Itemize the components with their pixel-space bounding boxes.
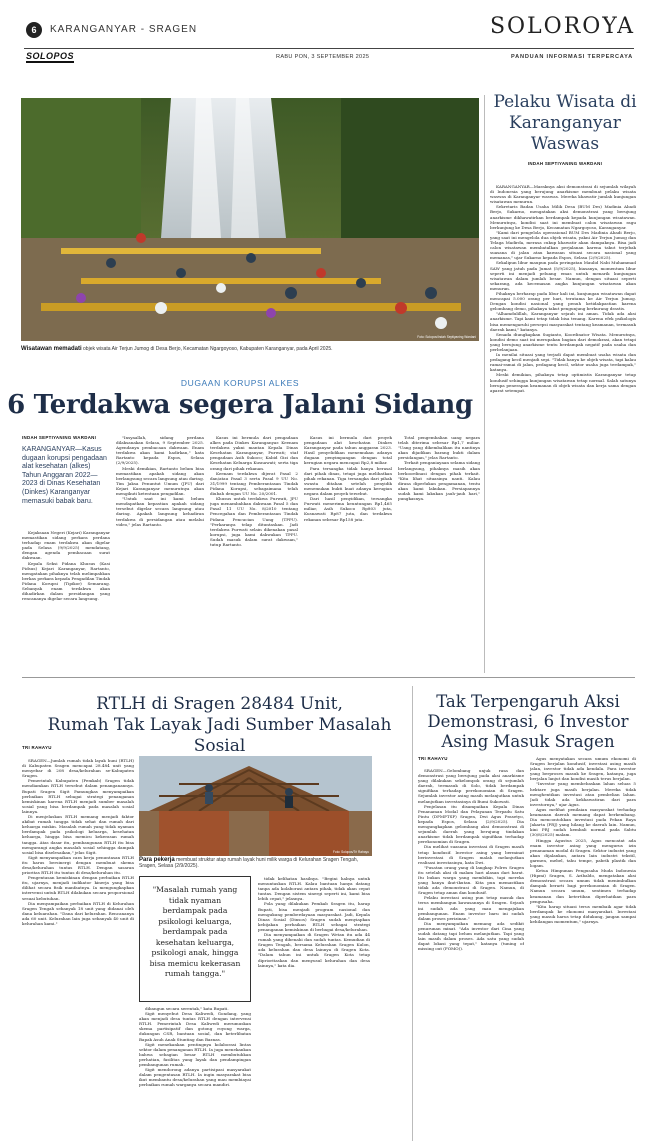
waswas-p8: Ia menilai situasi yang terjadi dapat membuat usaha wisata dan pedagang kecil menjadi sepi. "Tidak hanya ke objek wisata, tapi kalau ramai-ramai di jalan, pedagang kecil, sektor usaha juga terdampak," katanya. bbox=[490, 352, 636, 373]
sidang-col4 bbox=[304, 435, 392, 670]
waterfall-caption-lead: Wisatawan memadati bbox=[21, 346, 82, 352]
rtlh-photo bbox=[139, 756, 372, 856]
sidang-col2 bbox=[116, 435, 204, 670]
waswas-p3: "Kami dari pengelola operasional BUM Des Madinia Abadi Berjo, yang saat ini mengelola dua objek wisata, yakni Air Terjun Jumog dan Telaga Madirda, merasa cukup khawatir akan dampaknya. Bisa jadi calon wisatawan membatalkan perjalanan karena takut terjebak suasana di jalan atau kawasan situasi secara nasional yang memanas," ujar Sukarno kepada Espos, Selasa (2/9/2025). bbox=[490, 229, 636, 261]
sidang-col5 bbox=[398, 435, 480, 670]
rtlh-p8: Sigit menyebut Desa Kaliwedi, Gondang, yang akan menjadi desa tuntas RTLH dengan intervensi RTLH. Pemerintah Desa Kaliwedi merumuskan skema partisipatif dan gotong royong warga, dukungan CSR, bantuan sosial, dan keterlibatan Bapak Asuh Anak Stunting dan Baznas. bbox=[139, 1011, 251, 1042]
waswas-title: Pelaku Wisata di Karanganyar Waswas bbox=[493, 92, 637, 154]
rtlh-p11: tidak kelihatan hasilnya. "Begini halnya untuk menuntaskan RTLH. Kalau bantuan hanya datang tanpa ada kolaborasi antara pihak, tidak akan cepat tuntas. Dengan sistem sinergi seperti ini, kami bisa lebih cepat," jelasnya. bbox=[258, 876, 370, 902]
waterfall-caption-text: objek wisata Air Terjun Jumog di Desa Berjo, Kecamatan Ngargoyoso, Kabupaten Karanganyar, pada April 2025. bbox=[81, 346, 333, 352]
brand-title: SOLOROYA bbox=[489, 14, 635, 39]
rtlh-title-line2: Rumah Tak Layak Jadi Sumber Masalah Sosial bbox=[47, 715, 392, 756]
rtlh-byline: TRI RAHAYU bbox=[22, 745, 52, 750]
rtlh-caption-text: membuat struktur atap rumah layak huni milik warga di Kelurahan Sragen Tengah, Sragen, Selasa (2/9/2025). bbox=[139, 857, 359, 869]
investor-col2 bbox=[530, 756, 636, 1140]
divider-mid bbox=[22, 677, 635, 678]
construction-illustration bbox=[139, 756, 372, 856]
investor-p12: "Kita harap situasi terus membaik agar tidak berdampak ke ekonomi masyarakat. Investasi yang masuk harus tetap didukung, jangan sampai kehilangan momentum," ujarnya. bbox=[530, 903, 636, 924]
divider-bottom-column bbox=[412, 686, 413, 1141]
sidang-lead: KARANGANYAR—Kasus dugaan korupsi pengadaan alat kesehatan (alkes) Tahun Anggaran 2022—2023 di Dinas Kesehatan (Dinkes) Karanganyar memasuki babak baru. bbox=[22, 446, 107, 505]
sidang-p7: Keenam terdakwa dijerat Pasal 2 dan/atau Pasal 3 serta Pasal 9 UU No. 31/1999 tentang Pemberantasan Tindak Pidana Korupsi, sebagaimana telah diubah dengan UU No. 20/2001. bbox=[210, 470, 298, 497]
rtlh-caption-lead: Para pekerja bbox=[139, 857, 175, 863]
rtlh-caption bbox=[139, 857, 372, 869]
investor-byline: TRI RAHAYU bbox=[418, 756, 448, 761]
sidang-col3 bbox=[210, 435, 298, 670]
investor-p4: "Pusatan orang yang di langkap Polres Sragen itu setelah aksi di malam hari alasan dari barat. Itu bukan warga yang membikin, tapi mereka yang hanya ikut-ikutan. Kita pun memastikan tidak ada demonstrasi di Sragen. Namun, di Sragen tetap aman dan kondusif. bbox=[418, 864, 524, 896]
waswas-body bbox=[490, 184, 636, 669]
rtlh-p4: Sigit menyampaikan cara kerja penuntasan RTLH itu harus bersinergi dengan membuat skema desa/kelurahan tuntas RTLH. Dengan sasaran prioritas RTLH itu tuntas di desa/kelurahan itu. bbox=[22, 854, 134, 876]
sidang-byline: INDAH SEPTIYANING WARDANI bbox=[22, 435, 97, 440]
waswas-title-block bbox=[490, 92, 640, 166]
rtlh-p13: Dia menyampaikan di Sragen Wetan itu ada 44 rumah yang dibenahi dan sudah tuntas. Kemudian di Sragen Tengah, bersama Kelurahan Sragen Kulon, ada kelurahan dan desa lainnya di Sragen Kota. "Dalam tahun ini untuk Sragen Kota tetap diprioritaskan dan menyusul kelurahan dan desa lainnya," kata dia. bbox=[258, 932, 370, 968]
tagline: PANDUAN INFORMASI TERPERCAYA bbox=[511, 54, 633, 60]
investor-p10: Hingga Agustus 2025, Agus mencatat ada enam investor asing yang mengurus izin penanaman modal di Sragen. Sektor industri yang akan dijalankan, antara lain industri tekstil, garmen, mebel, tahu tempe, pabrik plastik dan logam. bbox=[530, 837, 636, 868]
investor-title: Tak Terpengaruh Aksi Demonstrasi, 6 Investor Asing Masuk Sragen bbox=[427, 692, 629, 751]
rtlh-p7: dibangun secara serentak," kata Bupati. bbox=[145, 1006, 229, 1011]
rtlh-p9: Sigit menekankan pentingnya kolaborasi lintas sektor dalam penanganan RTLH. Ia juga menekankan bahwa sebagian besar RTLH membutuhkan perhatian, fasilitas yang layak dan pendampingan pembangunan rumah. bbox=[139, 1041, 251, 1068]
sidang-p11: Dari hasil penyidikan, tersangka Purwati menerima keuntungan Rp1,465 miliar, Asih Sukoco Rp803 juta, Kusnawati Rp87 juta, dan terdakwa rekanan sebesar Rp158 juta. bbox=[304, 496, 392, 522]
issue-date: RABU PON, 3 SEPTEMBER 2025 bbox=[276, 54, 370, 60]
sidang-title: 6 Terdakwa segera Jalani Sidang bbox=[7, 390, 473, 420]
investor-p6: Dia menyampaikan memang ada sedikit penurunan minat. "Ada investor dari Cina yang sudah datang tapi belum melanjutkan. Tapi yang lain masih dalam proses. Ada satu yang sudah dapat lokasi yang tepat," katanya (tuning of missing out (FOMO)). bbox=[418, 920, 524, 952]
waswas-p5: Pihaknya berharap pada libur kali ini, kunjungan wisatawan dapat mencapai 5.000 orang per hari, terutama ke Air Terjun Jumog. Dengan kondisi nasional yang penuh ketidakpastian karena gelombang demo, pihaknya takut pengunjung berkurang drastis. bbox=[490, 290, 636, 312]
waterfall-photo bbox=[21, 98, 479, 341]
sidang-p9: Kasus ini bermula dari proyek pengadaan alat kesehatan Dinkes Karanganyar pada tahun anggaran 2023. Hasil penyelidikan menemukan adanya dugaan penyimpangan dengan total kerugian negara mencapai Rp2,8 miliar. bbox=[304, 435, 392, 466]
waterfall-illustration bbox=[21, 98, 479, 341]
sidang-p4: Meski demikian, Rartanto belum bisa memastikan apakah sidang akan berlangsung secara langsung atau daring. Tim Jaksa Penuntut Umum (JPU) dari Kejari Karanganyar menurutnya akan mengikuti ketentuan pengadilan. bbox=[116, 465, 204, 497]
rtlh-title-block bbox=[22, 694, 417, 757]
rtlh-col1 bbox=[22, 758, 134, 1140]
rtlh-p10: Sigit mendorong adanya partisipasi masyarakat dalam pengentasan RTLH. Ia ingin masyarakat bisa ikut membantu desa/kelurahan yang mau membiayai perbaikan rumah warganya secara mandiri. bbox=[139, 1067, 251, 1088]
waswas-p6: "Alhamdulillah, Karanganyar sejauh ini aman. Tidak ada aksi anarkisme. Tapi kami tetap tidak bisa tenang. Karena efek psikologis bisa memengaruhi persepsi masyarakat tentang keamanan, termasuk daerah kami," katanya. bbox=[490, 311, 636, 332]
rtlh-col3 bbox=[258, 876, 370, 1140]
investor-p5: Pelaku investasi asing pun tetap masuk dan terus membangun kawasannya di Sragen. Sejauh ini sudah ada yang mau mengajukan pembangunan. Enam investor baru ini sudah dalam proses perizinan." bbox=[418, 895, 524, 921]
sidang-p3: "Insyaallah, sidang perdana dilaksanakan Selasa, 9 September 2025. Agendanya pembacaan dakwaan. Enam terdakwa akan kami hadirkan," kata Rartanto kepada Espos, Selasa (2/9/2025). bbox=[116, 435, 204, 466]
solopos-logo: SOLOPOS bbox=[26, 51, 75, 61]
waswas-p4: Sekalipun libur maupun pada peringatan Maulid Nabi Muhammad SAW yang jatuh pada Jumat (5/9/2025), biasanya, momentum libur seperti ini menjadi peluang emas untuk menarik kunjungan wisatawan dalam jumlah besar. Namun, dengan situasi seperti sekarang, ada kecemasan angka kunjungan wisatawan akan menurun. bbox=[490, 260, 636, 291]
rtlh-p1: SRAGEN—Jumlah rumah tidak layak huni (RTLH) di Kabupaten Sragen mencapai 28.484 unit yang menyebar di 208 desa/kelurahan se-Kabupaten Sragen. bbox=[22, 758, 134, 779]
waswas-p2: Sekretaris Badan Usaha Milik Desa (BUM Des) Madinia Abadi Berjo, Sukarno, mengatakan aksi demonstrasi yang berujung anarkisme dikhawatirkan berdampak kepada kunjungan wisatawan. Menurutnya, kondisi saat ini membuat calon wisatawan ragu berkunjung ke Desa Berjo, Kecamatan Ngargoyoso, Karanganyar. bbox=[490, 204, 636, 230]
waswas-p7: Senada diungkapkan Sugianto, Koordinator Wisata. Menurutnya, kondisi demo saat ini merupakan bagian dari demokrasi, akan tetapi yang berujung anarkisme tentu berdampak negatif pada usaha dan perbelanjaan. bbox=[490, 331, 636, 352]
sidang-p8: Khusus untuk terdakwa Purwati, JPU juga menambahkan dakwaan Pasal 5 dan Pasal 11 UU No. 8/2010 tentang Pencegahan dan Pemberantasan Tindak Pidana Pencucian Uang (TPPU). "Perkaranya telap dituntaskan. Jadi terdakwa Purwati selain dikenakan pasal korupsi, juga kami dakwakan TPPU. Sudah masuk dalam surat dakwaan," tutup Rartanto. bbox=[210, 496, 298, 547]
rtlh-p2: Pemerintah Kabupaten (Pemkab) Sragen tidak mendiamkan RTLH tersebut dalam penanganannya. Bupati Sragen Sigit Pamungkas menyampaikan perbaikan RTLH sebagai strategi penanganan kemiskinan karena RTLH menjadi sumber masalah sosial yang bisa berdampak pada masalah sosial lainnya. bbox=[22, 778, 134, 814]
sidang-p6: Kasus ini bermula dari pengadaan alkes pada Dinkes Karanganyar. Keenam terdakwa yakni mantan Kepala Dinas Kesehatan Karanganyar, Purwati; staf pengadaan Asih Sukoco; Kabid Gizi dan Kesehatan Keluarga Kusnawati; serta tiga orang dari pihak rekanan. bbox=[210, 435, 298, 471]
sidang-kicker: DUGAAN KORUPSI ALKES bbox=[180, 378, 300, 388]
section-label: KARANGANYAR - SRAGEN bbox=[50, 24, 198, 35]
page-number: 6 bbox=[31, 25, 37, 35]
header-rule bbox=[24, 48, 634, 49]
sidang-p1: Kejaksaan Negeri (Kejari) Karanganyar memastikan sidang perkara perdana terhadap enam terdakwa akan digelar pada Selasa (9/9/2025) mendatang, dengan agenda pembacaan surat dakwaan. bbox=[22, 530, 110, 561]
investor-p7: Agus menyatakan secara umum ekonomi di Sragen berjalan kondusif, investasi asing masih jalan, investor tidak ada kendala. Para investor yang berproses masuk ke Sragen, katanya, juga berjalan lanjut dan kondisi masih terus berjalan. bbox=[530, 756, 636, 782]
rtlh-pullquote bbox=[139, 876, 251, 1002]
sidang-col1 bbox=[22, 530, 110, 670]
sidang-p5: "Untuk saat ini kami belum mendapatkan kepastian apakah sidang tersebut digelar secara langsung atau daring. Apakah langsung kehadiran terdakwa di persidangan atau melalui video," jelas Rartanto. bbox=[116, 496, 204, 527]
rtlh-p6: Dia menyampaikan perbaikan RTLH di Kelurahan Sragen Tengah sebanyak 18 unit yang didanai oleh dana keluarahan. "Dana dari kelurahan. Rencananya ada 60 unit. Kelurahan lain juga sebanyak 40 unit di kelurahan kami." bbox=[22, 900, 134, 926]
rtlh-p12: Pola yang dilakukan Pemkab Sragen itu, harap Bupati, bisa menjadi program nasional dan mengukung pemberdayaan masyarakat. Jadi, Kepala Dinas Sosial (Dinsos) Sragen sudah menyiapkan kebijakan perbaikan RTLH sebagai strategi penanganan kemiskinan di berbagai desa/kelurahan. bbox=[258, 901, 370, 932]
sidang-p2: Kepala Seksi Pidana Khusus (Kasi Pidsus) Kejari Karanganyar, Rartanto, mengatakan pihaknya telah melimpahkan berkas perkara kepada Pengadilan Tindak Pidana Korupsi (Tipikor) Semarang. Sebanyak enam terdakwa akan dihadirkan dalam persidangan yang rencananya digelar secara langsung. bbox=[22, 560, 110, 602]
sidang-p12: Total pengembalian uang negara telah diterima sebesar Rp1,7 miliar. "Uang yang dikembalikan itu nantinya akan dijadikan barang bukti dalam persidangan," jelas Rartanto. bbox=[398, 435, 480, 461]
sidang-p10: Para tersangka tidak hanya berasal dari pihak dinas, tetapi juga melibatkan pihak rekanan. Tiga tersangka dari pihak swasta ditahan setelah penyidik menemukan bukti kuat adanya kerugian negara dalam proyek tersebut. bbox=[304, 465, 392, 497]
rtlh-p5: Pengentasan kemiskinan dengan perbaikan RTLH itu, ujarnya, menjadi indikator kinerja yang bisa dilihat secara fisik manfaatnya. Ia mengungkapkan intervensi untuk RTLH dilakukan secara proporsional sesuai kebutuhan. bbox=[22, 875, 134, 901]
waterfall-photo-credit: Foto: Solopos/Indah Septiyaning Wardani bbox=[417, 335, 476, 339]
investor-p3: Dia melihat suasana investasi di Sragen masih tetap kondusif. Investor asing yang berminat berinvestasi di Sragen malah melanjutkan realisasi investasinya, kata Dwi. bbox=[418, 844, 524, 865]
rtlh-col2 bbox=[139, 1006, 251, 1140]
investor-p9: Agus melihat penilaian masyarakat terhadap keamanan daerah memang dapat berkembang. Dia mencontohkan investasi pada Pekan Raya Jakarta (PRJ) yang hilang ke daerah lain. Namun, kini PRJ sudah kembali normal pada Sabtu (30/8/2025) malam. bbox=[530, 806, 636, 838]
investor-p11: Ketua Himpunan Pengusaha Muda Indonesia (Hipmi) Sragen, S. Aribaldo, mengatakan aksi demonstrasi secara umum tidak menimbulkan dampak berarti bagi perekonomian di Sragen. Namun secara umum, sentimen terhadap keamanan dan ketertiban diperhatikan para pengusaha. bbox=[530, 868, 636, 904]
rtlh-pullquote-text: "Masalah rumah yang tidak nyaman berdampak pada psikologi keluarga, berdampak pada kesehatan keluarga, psikologi anak, hingga bisa memicu kekerasan rumah tangga." bbox=[149, 885, 241, 978]
waswas-p1: KARANGANYAR—Maraknya aksi demonstrasi di sejumlah wilayah di Indonesia yang berujung anarkisme membuat pelaku wisata waswas di Karanganyar waswas. Mereka khawatir jumlah kunjungan wisatawan menurun. bbox=[490, 184, 636, 205]
sidang-p13: Terkait penganiayaan selama sidang berlangsung, pihaknya masih akan berkoordinasi dengan pihak terkait. "Kita lihat situasinya nanti. Kalau dirasa diperlukan pengamanan, tentu akan kami lakukan. Persiapannya sudah kami lakukan jauh-jauh hari," pungkasnya. bbox=[398, 460, 480, 502]
investor-p2: Penjelasan itu disampaikan Kepala Dinas Penanaman Modal dan Pelayanan Terpadu Satu Pintu (DPMPTSP) Sragen, Dwi Agus Prasetyo, kepada Espos, Selasa (2/9/2025). Dia mengungkapkan gelombang aksi demonstrasi di sejumlah daerah yang berujung tindakan anarkisme tidak berdampak signifikan terhadap perekonomian di Sragen. bbox=[418, 803, 524, 845]
page-header bbox=[0, 0, 655, 70]
waswas-byline: INDAH SEPTIYANING WARDANI bbox=[527, 161, 603, 166]
rtlh-title-line1: RTLH di Sragen 28484 Unit, bbox=[96, 694, 343, 714]
investor-p1: SRAGEN—Gelombang unjuk rasa dan demonstrasi yang berujung pada aksi anarkisme yang dilakukan sekelompok orang di sejumlah daerah, termasuk di Solo, tidak berdampak signifikan terhadap perekonomian di Sragen. Sejumlah investor asing masih melanjutkan untuk melanjutkan investasinya di Bumi Sukowati. bbox=[418, 768, 524, 804]
rtlh-p3: Di menjelaskan RTLH memang menjadi faktor akibat rumah tangga tidak sehat dan rumah dari keluarga miskin. Masalah rumah yang tidak nyaman berdampak pada psikologi keluarga, kesehatan keluarga, hingga bisa memicu kekerasan rumah tangga. Atas dasar itu, pembangunan RTLH itu bisa mengurangi angka masalah sosial sehingga dampak sosial bisa diselesaikan," jelas Sigit. bbox=[22, 814, 134, 855]
waswas-p9: Meski demikian, pihaknya tetap optimistis Karanganyar tetap kondusif sehingga kunjungan wisatawan tetap normal. Salah satunya berupa penerapan keamanan di objek wisata dan kerja sama dengan aparat setempat. bbox=[490, 372, 636, 393]
rtlh-photo-credit: Foto: Solopos/Tri Rahayu bbox=[332, 850, 369, 854]
investor-col1 bbox=[418, 768, 524, 1140]
divider-right-column bbox=[484, 95, 485, 673]
page-number-badge bbox=[26, 22, 42, 38]
investor-p8: "Investor yang membebaskan lahan seluas 5 hektare juga masih berjalan. Mereka tidak menghentikan investasi atau pembelian lahan. Jadi tidak ada kekhawatiran dari para investornya," ujar Agus. bbox=[530, 781, 636, 807]
waterfall-caption bbox=[21, 346, 479, 352]
